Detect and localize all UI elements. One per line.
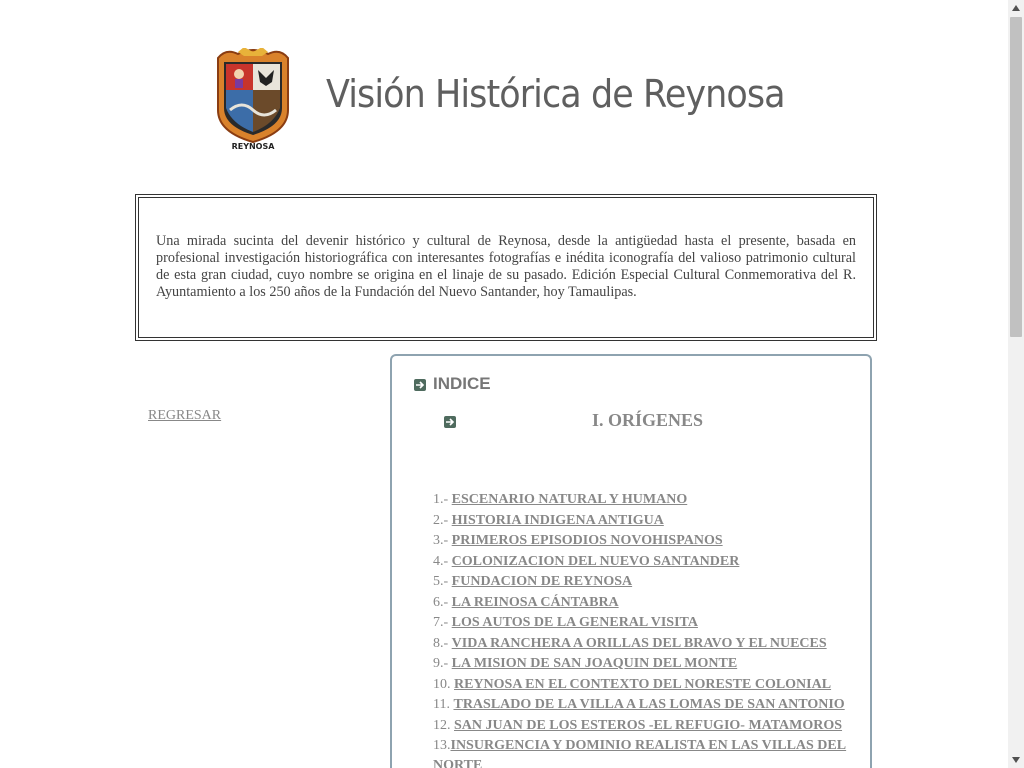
toc-link[interactable]: HISTORIA INDIGENA ANTIGUA [451,512,664,528]
arrow-right-icon [444,416,456,428]
index-panel [390,354,872,768]
toc-link[interactable]: TRASLADO DE LA VILLA A LAS LOMAS DE SAN ANTONIO [453,697,845,712]
scroll-up-icon[interactable] [1008,0,1024,16]
toc-link[interactable]: COLONIZACION DEL NUEVO SANTANDER [451,553,740,569]
toc-item: 4.- COLONIZACION DEL NUEVO SANTANDER [433,553,740,569]
toc-link[interactable]: ESCENARIO NATURAL Y HUMANO [451,492,688,507]
toc-link[interactable]: SAN JUAN DE LOS ESTEROS -EL REFUGIO- MATAMOROS [454,717,843,733]
regresar-link[interactable]: REGRESAR [148,408,222,423]
toc-item: 9.- LA MISION DE SAN JOAQUIN DEL MONTE [433,656,738,671]
toc-link[interactable]: REYNOSA EN EL CONTEXTO DEL NORESTE COLONIAL [454,676,832,692]
toc-link[interactable]: LA MISION DE SAN JOAQUIN DEL MONTE [451,656,738,671]
scroll-thumb[interactable] [1010,17,1022,337]
toc-item: 13.INSURGENCIA Y DOMINIO REALISTA EN LAS VILLAS DEL NORTE [433,736,853,768]
toc-link[interactable]: VIDA RANCHERA A ORILLAS DEL BRAVO Y EL NUECES [451,635,827,651]
toc-item: 11. TRASLADO DE LA VILLA A LAS LOMAS DE SAN ANTONIO [433,697,845,712]
toc-item: 5.- FUNDACION DE REYNOSA [433,574,633,589]
toc-item: 2.- HISTORIA INDIGENA ANTIGUA [433,512,664,528]
toc-item: 6.- LA REINOSA CÁNTABRA [433,594,619,610]
toc-item: 8.- VIDA RANCHERA A ORILLAS DEL BRAVO Y EL NUECES [433,635,827,651]
intro-box [135,194,877,341]
logo-caption: REYNOSA [231,142,275,151]
toc-link[interactable]: PRIMEROS EPISODIOS NOVOHISPANOS [451,533,723,548]
vertical-scrollbar[interactable] [1008,0,1024,768]
scroll-down-icon[interactable] [1008,752,1024,768]
toc-item: 10. REYNOSA EN EL CONTEXTO DEL NORESTE COLONIAL [433,676,832,692]
toc-link[interactable]: LA REINOSA CÁNTABRA [451,594,619,610]
toc-link[interactable]: LOS AUTOS DE LA GENERAL VISITA [451,615,698,630]
toc-link[interactable]: FUNDACION DE REYNOSA [451,574,633,589]
arrow-right-icon [414,379,426,391]
site-title: Visión Histórica de Reynosa [326,72,785,116]
toc-item: 1.- ESCENARIO NATURAL Y HUMANO [433,492,688,507]
toc-item: 7.- LOS AUTOS DE LA GENERAL VISITA [433,615,698,630]
section-heading-origenes: I. ORÍGENES [592,410,704,430]
index-heading: INDICE [433,374,491,393]
toc-link[interactable]: INSURGENCIA Y DOMINIO REALISTA EN LAS VILLAS DEL NORTE [433,738,847,768]
intro-text: Una mirada sucinta del devenir histórico y cultural de Reynosa, desde la antigüedad hasta el presente, basada en profesional investigación historiográfica con interesantes fotografías e inédita iconografía del valioso patrimonio cultural de esta gran ciudad, cuyo nombre se origina en el linaje de su pasado. Edición Especial Cultural Conmemorativa del R. Ayuntamiento a los 250 años de la Fundación del Nuevo Santander, hoy Tamaulipas. [156,233,856,300]
toc-item: 3.- PRIMEROS EPISODIOS NOVOHISPANOS [433,533,723,548]
toc-list [433,490,853,768]
toc-item: 12. SAN JUAN DE LOS ESTEROS -EL REFUGIO- MATAMOROS [433,717,843,733]
reynosa-coat-of-arms-logo [212,48,294,154]
